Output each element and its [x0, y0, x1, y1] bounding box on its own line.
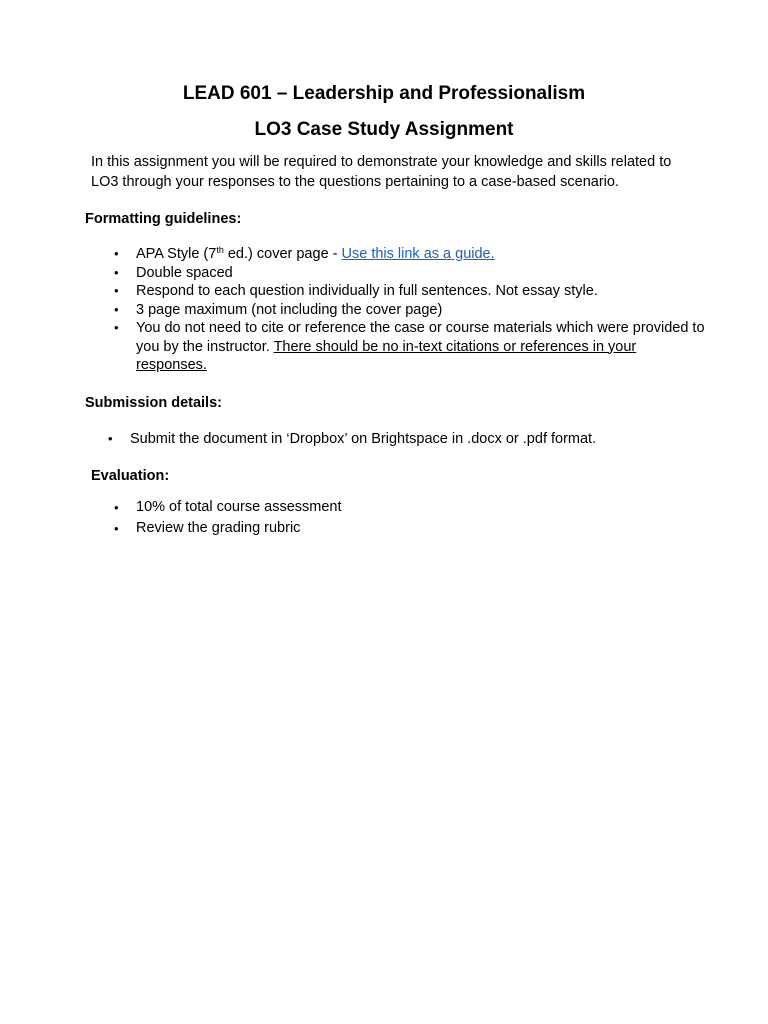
- submission-list: [108, 430, 705, 449]
- list-item: [114, 319, 711, 375]
- submission-heading: Submission details:: [85, 395, 222, 411]
- bullet-icon: •: [114, 283, 119, 298]
- bullet-icon: •: [108, 431, 113, 446]
- list-item-text: 10% of total course assessment: [136, 499, 342, 515]
- apa-prefix-text: APA Style (7: [136, 246, 217, 262]
- intro-paragraph: In this assignment you will be required to demonstrate your knowledge and skills related to LO3 through your responses to the questions pertaining to a case-based scenario.: [91, 154, 672, 190]
- citation-warning-text: There should be no in-text citations or references in your responses.: [136, 338, 637, 373]
- bullet-icon: •: [114, 301, 119, 317]
- apa-suffix-text: ed.) cover page -: [223, 246, 342, 262]
- bullet-icon: •: [114, 521, 119, 536]
- list-item-text: You do not need to cite or reference the case or course materials which were provided to you by the instructor.: [136, 320, 705, 355]
- list-item: [114, 264, 711, 283]
- list-item: [114, 282, 711, 301]
- list-item: [114, 518, 711, 539]
- evaluation-heading: Evaluation:: [91, 468, 170, 484]
- list-item-text: Submit the document in ‘Dropbox’ on Brightspace in .docx or .pdf format.: [130, 431, 597, 447]
- list-item: [114, 245, 711, 264]
- bullet-icon: •: [114, 246, 119, 261]
- evaluation-list: [114, 497, 711, 539]
- list-item: [114, 301, 711, 320]
- apa-superscript: th: [216, 245, 224, 255]
- bullet-icon: •: [114, 264, 119, 280]
- bullet-icon: •: [114, 320, 119, 335]
- list-item-text: Double spaced: [136, 264, 233, 281]
- list-item-text: Review the grading rubric: [136, 520, 301, 536]
- document-subtitle: LO3 Case Study Assignment: [254, 119, 514, 140]
- list-item-text: Respond to each question individually in full sentences. Not essay style.: [136, 283, 598, 299]
- document-title: LEAD 601 – Leadership and Professionalism: [182, 83, 586, 104]
- list-item: [108, 430, 705, 449]
- apa-guide-link[interactable]: Use this link as a guide.: [341, 246, 495, 262]
- formatting-heading: Formatting guidelines:: [85, 211, 242, 227]
- formatting-list: [114, 245, 711, 375]
- list-item: [114, 497, 711, 518]
- list-item-text: 3 page maximum (not including the cover page): [136, 301, 443, 318]
- bullet-icon: •: [114, 500, 119, 515]
